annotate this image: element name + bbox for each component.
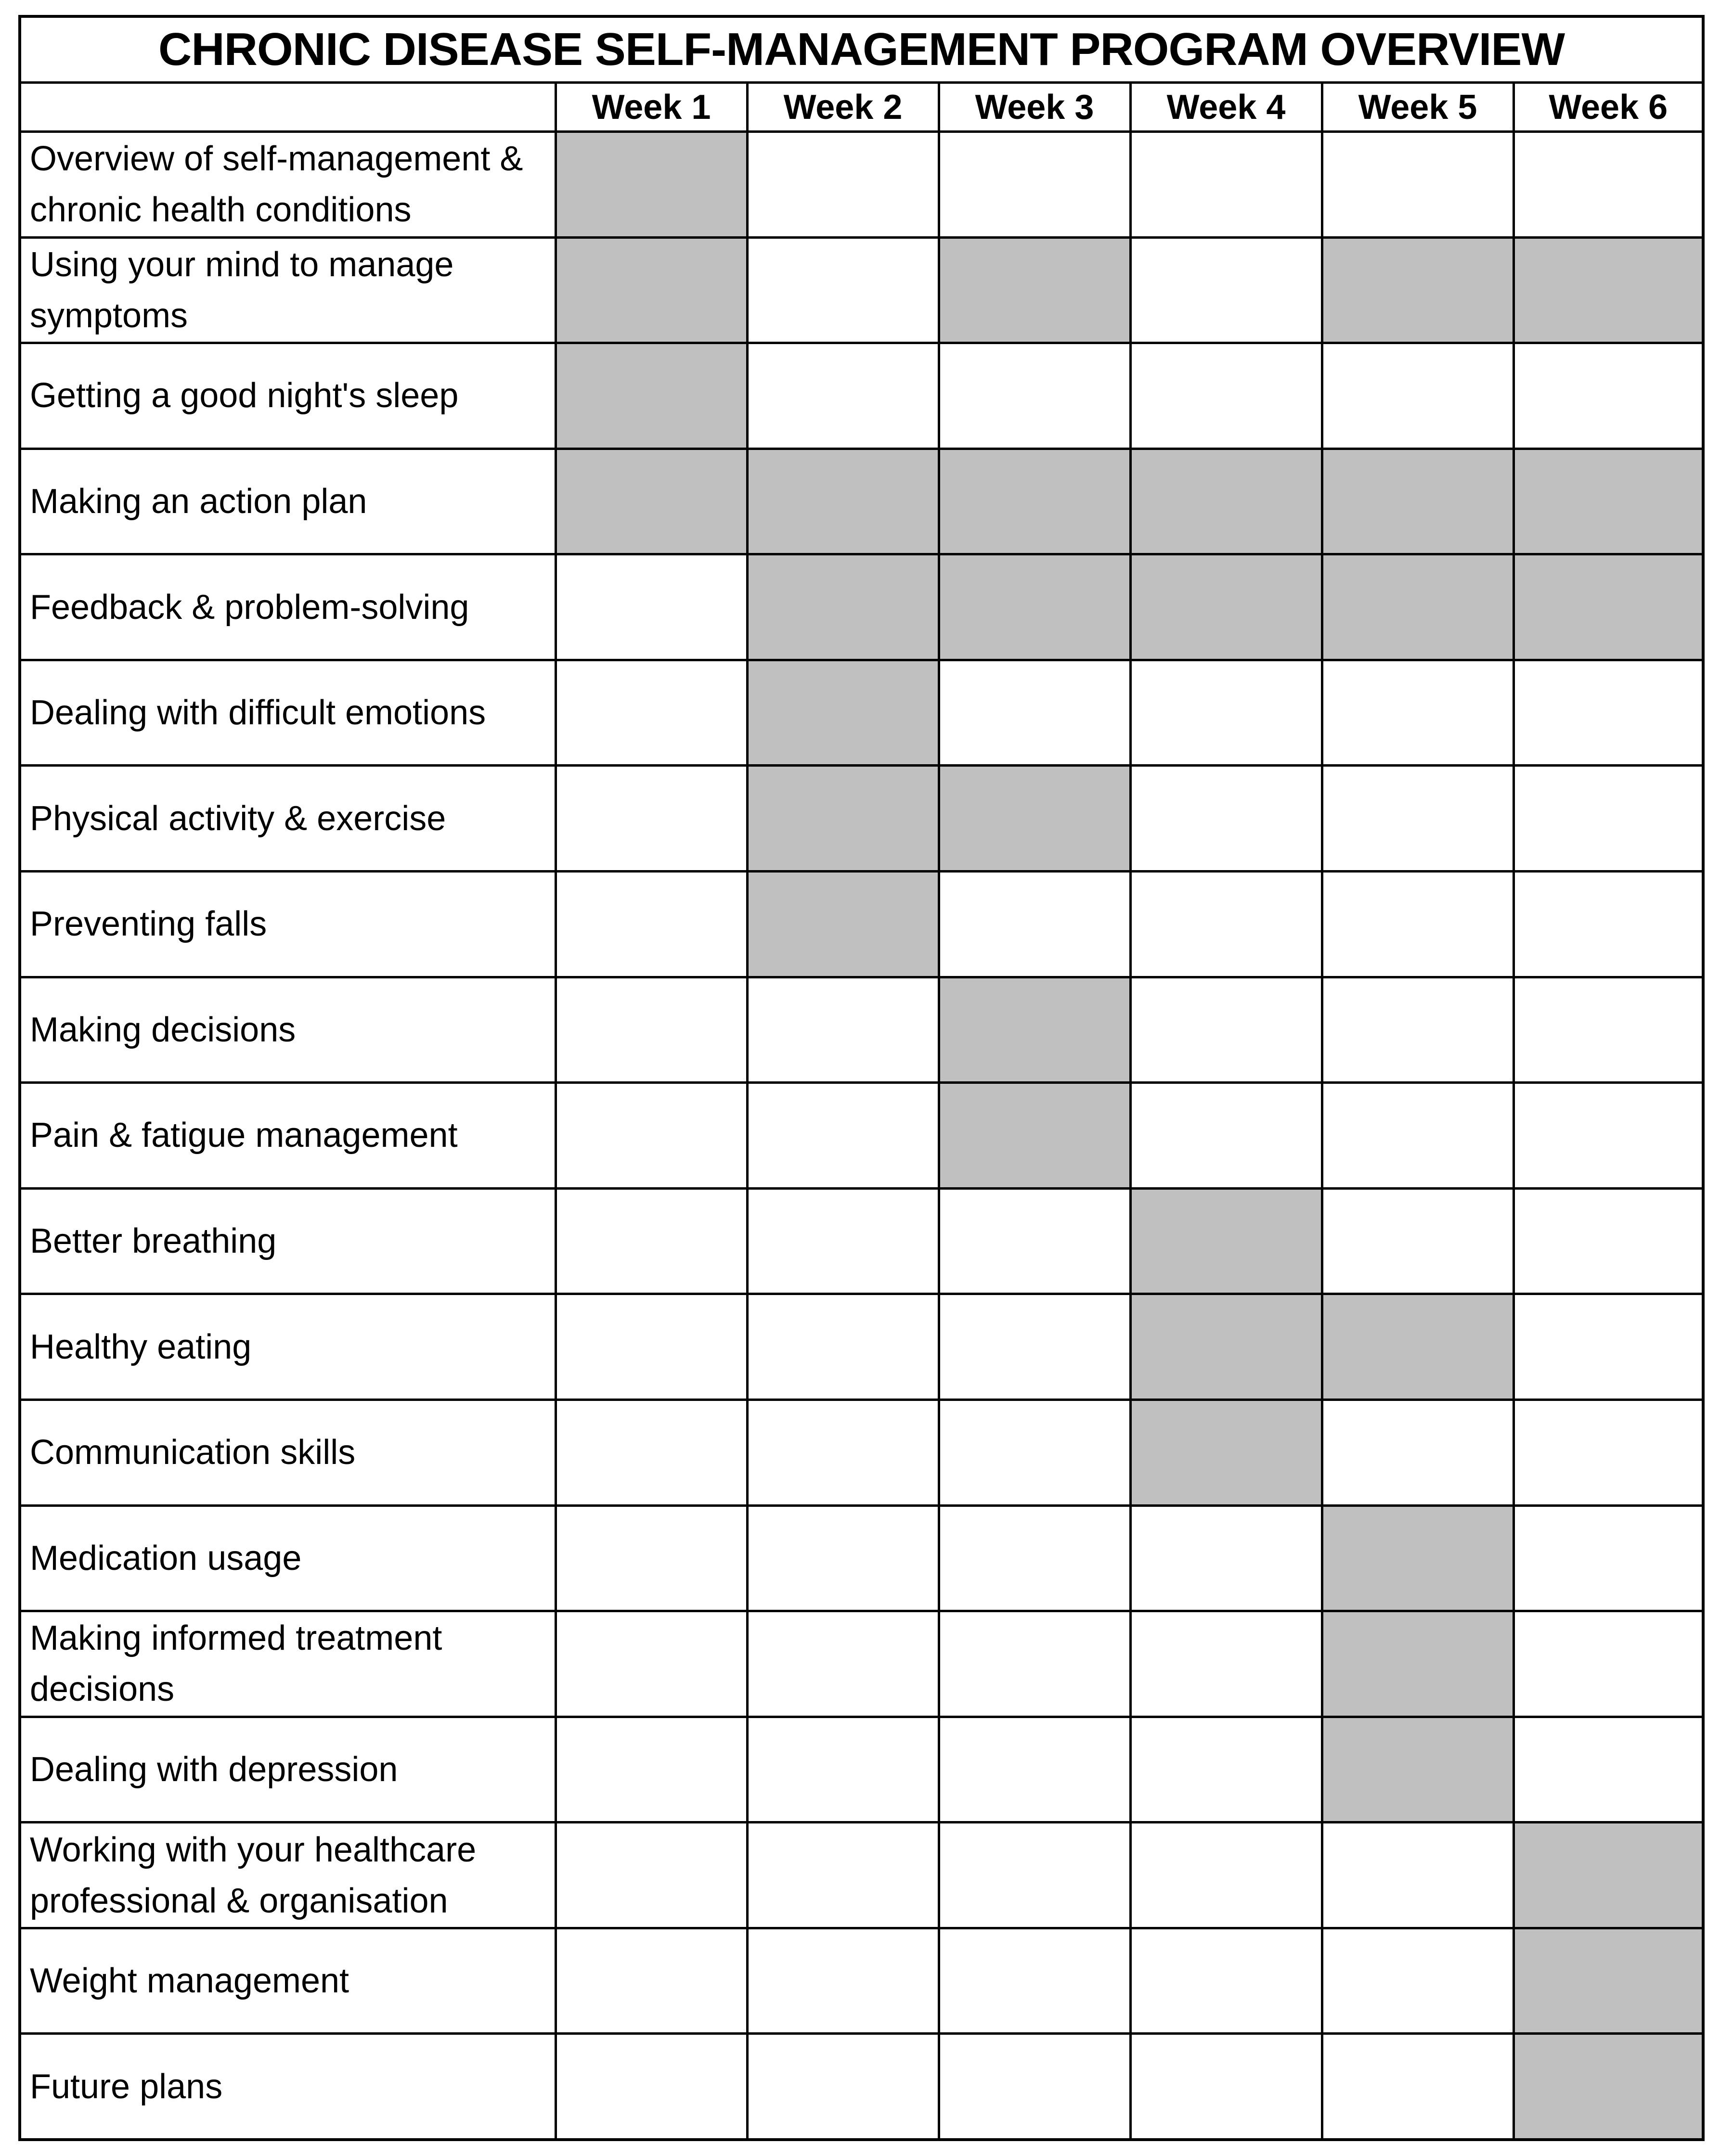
table-title: CHRONIC DISEASE SELF-MANAGEMENT PROGRAM OVERVIEW: [20, 16, 1703, 83]
week-cell-3-scheduled: [939, 237, 1130, 343]
week-cell-6-empty: [1513, 1611, 1703, 1717]
week-cell-4-empty: [1130, 766, 1322, 872]
table-row: [20, 1611, 1703, 1717]
week-cell-6-empty: [1513, 132, 1703, 238]
week-cell-5-empty: [1322, 766, 1513, 872]
topic-label: Making an action plan: [20, 449, 556, 554]
week-cell-5-scheduled: [1322, 237, 1513, 343]
week-cell-3-empty: [939, 2034, 1130, 2140]
week-cell-5-scheduled: [1322, 554, 1513, 660]
week-cell-5-scheduled: [1322, 449, 1513, 554]
topic-label: Healthy eating: [20, 1294, 556, 1400]
topic-label: Using your mind to manage symptoms: [20, 237, 556, 343]
week-cell-3-empty: [939, 1822, 1130, 1928]
week-cell-3-empty: [939, 1928, 1130, 2034]
week-cell-5-scheduled: [1322, 1717, 1513, 1822]
table-row: [20, 554, 1703, 660]
week-cell-2-scheduled: [747, 872, 939, 977]
topic-label: Communication skills: [20, 1399, 556, 1505]
week-cell-5-empty: [1322, 2034, 1513, 2140]
week-cell-2-empty: [747, 237, 939, 343]
week-header-6: Week 6: [1513, 83, 1703, 132]
topic-label: Working with your healthcare professional & organisation: [20, 1822, 556, 1928]
table-row: [20, 766, 1703, 872]
week-cell-4-empty: [1130, 660, 1322, 766]
week-cell-4-scheduled: [1130, 449, 1322, 554]
week-cell-3-scheduled: [939, 766, 1130, 872]
corner-cell: [20, 83, 556, 132]
week-cell-6-empty: [1513, 1505, 1703, 1611]
week-cell-1-scheduled: [556, 237, 747, 343]
week-cell-2-empty: [747, 1822, 939, 1928]
topic-label: Making informed treatment decisions: [20, 1611, 556, 1717]
week-cell-3-scheduled: [939, 449, 1130, 554]
week-cell-3-empty: [939, 132, 1130, 238]
week-cell-1-empty: [556, 1188, 747, 1294]
topic-label: Preventing falls: [20, 872, 556, 977]
table-row: [20, 1294, 1703, 1400]
table-row: [20, 1928, 1703, 2034]
week-cell-2-empty: [747, 977, 939, 1083]
week-cell-2-empty: [747, 1611, 939, 1717]
topic-label: Feedback & problem-solving: [20, 554, 556, 660]
week-cell-6-scheduled: [1513, 449, 1703, 554]
week-cell-4-empty: [1130, 1822, 1322, 1928]
table-row: [20, 1083, 1703, 1189]
week-cell-4-empty: [1130, 1083, 1322, 1189]
week-cell-2-empty: [747, 132, 939, 238]
week-cell-6-scheduled: [1513, 554, 1703, 660]
week-cell-4-empty: [1130, 977, 1322, 1083]
week-header-3: Week 3: [939, 83, 1130, 132]
week-cell-2-scheduled: [747, 449, 939, 554]
week-cell-1-empty: [556, 977, 747, 1083]
week-cell-2-empty: [747, 2034, 939, 2140]
week-cell-1-scheduled: [556, 449, 747, 554]
week-cell-6-empty: [1513, 766, 1703, 872]
week-cell-4-empty: [1130, 1505, 1322, 1611]
week-cell-5-scheduled: [1322, 1294, 1513, 1400]
week-cell-4-empty: [1130, 2034, 1322, 2140]
topic-label: Making decisions: [20, 977, 556, 1083]
topic-label: Pain & fatigue management: [20, 1083, 556, 1189]
week-header-2: Week 2: [747, 83, 939, 132]
week-cell-5-empty: [1322, 660, 1513, 766]
week-cell-2-scheduled: [747, 660, 939, 766]
week-cell-5-empty: [1322, 1822, 1513, 1928]
week-cell-1-empty: [556, 766, 747, 872]
week-cell-1-empty: [556, 1505, 747, 1611]
week-header-row: [20, 83, 1703, 132]
week-cell-4-empty: [1130, 1928, 1322, 2034]
week-cell-3-empty: [939, 1717, 1130, 1822]
week-cell-1-empty: [556, 660, 747, 766]
table-row: [20, 2034, 1703, 2140]
week-header-5: Week 5: [1322, 83, 1513, 132]
table-row: [20, 977, 1703, 1083]
week-cell-2-empty: [747, 1505, 939, 1611]
week-cell-6-empty: [1513, 1717, 1703, 1822]
week-cell-6-scheduled: [1513, 237, 1703, 343]
table-row: [20, 449, 1703, 554]
week-cell-2-empty: [747, 343, 939, 449]
week-cell-1-scheduled: [556, 132, 747, 238]
week-cell-4-scheduled: [1130, 1188, 1322, 1294]
week-cell-6-empty: [1513, 660, 1703, 766]
week-cell-5-empty: [1322, 1928, 1513, 2034]
week-cell-6-empty: [1513, 1294, 1703, 1400]
table-row: [20, 1717, 1703, 1822]
table-row: [20, 1822, 1703, 1928]
week-cell-4-empty: [1130, 1611, 1322, 1717]
topic-label: Weight management: [20, 1928, 556, 2034]
table-row: [20, 1399, 1703, 1505]
week-cell-6-empty: [1513, 343, 1703, 449]
week-cell-4-empty: [1130, 1717, 1322, 1822]
week-cell-2-empty: [747, 1083, 939, 1189]
week-cell-5-empty: [1322, 872, 1513, 977]
week-cell-2-empty: [747, 1928, 939, 2034]
week-cell-6-scheduled: [1513, 1928, 1703, 2034]
week-cell-6-scheduled: [1513, 1822, 1703, 1928]
week-cell-3-scheduled: [939, 977, 1130, 1083]
week-cell-3-empty: [939, 660, 1130, 766]
week-cell-3-empty: [939, 1294, 1130, 1400]
week-header-1: Week 1: [556, 83, 747, 132]
week-cell-1-scheduled: [556, 343, 747, 449]
week-cell-5-scheduled: [1322, 1505, 1513, 1611]
week-cell-5-empty: [1322, 977, 1513, 1083]
week-cell-1-empty: [556, 872, 747, 977]
week-cell-3-empty: [939, 1505, 1130, 1611]
table-row: [20, 343, 1703, 449]
week-cell-1-empty: [556, 2034, 747, 2140]
topic-label: Physical activity & exercise: [20, 766, 556, 872]
week-cell-5-empty: [1322, 1083, 1513, 1189]
week-cell-6-empty: [1513, 872, 1703, 977]
week-cell-6-scheduled: [1513, 2034, 1703, 2140]
table-row: [20, 1505, 1703, 1611]
topic-rows: [20, 132, 1703, 2140]
table-row: [20, 132, 1703, 238]
week-cell-1-empty: [556, 1717, 747, 1822]
week-cell-2-empty: [747, 1399, 939, 1505]
week-cell-1-empty: [556, 1083, 747, 1189]
topic-label: Dealing with depression: [20, 1717, 556, 1822]
week-cell-1-empty: [556, 1822, 747, 1928]
week-cell-2-scheduled: [747, 554, 939, 660]
week-cell-3-empty: [939, 1611, 1130, 1717]
week-cell-2-empty: [747, 1294, 939, 1400]
week-cell-4-empty: [1130, 132, 1322, 238]
week-cell-5-empty: [1322, 1399, 1513, 1505]
week-cell-5-empty: [1322, 343, 1513, 449]
topic-label: Overview of self-management & chronic health conditions: [20, 132, 556, 238]
week-cell-5-empty: [1322, 132, 1513, 238]
week-cell-4-scheduled: [1130, 1399, 1322, 1505]
week-cell-6-empty: [1513, 1083, 1703, 1189]
topic-label: Better breathing: [20, 1188, 556, 1294]
week-cell-1-empty: [556, 1928, 747, 2034]
week-cell-1-empty: [556, 1611, 747, 1717]
week-cell-3-empty: [939, 872, 1130, 977]
week-cell-2-empty: [747, 1188, 939, 1294]
week-header-4: Week 4: [1130, 83, 1322, 132]
week-cell-4-scheduled: [1130, 554, 1322, 660]
week-cell-1-empty: [556, 1294, 747, 1400]
topic-label: Future plans: [20, 2034, 556, 2140]
table-row: [20, 1188, 1703, 1294]
week-cell-6-empty: [1513, 1188, 1703, 1294]
topic-label: Dealing with difficult emotions: [20, 660, 556, 766]
topic-label: Getting a good night's sleep: [20, 343, 556, 449]
table-row: [20, 872, 1703, 977]
week-cell-5-empty: [1322, 1188, 1513, 1294]
week-cell-3-empty: [939, 1188, 1130, 1294]
week-cell-4-empty: [1130, 237, 1322, 343]
topic-label: Medication usage: [20, 1505, 556, 1611]
week-cell-5-scheduled: [1322, 1611, 1513, 1717]
table-row: [20, 237, 1703, 343]
week-cell-3-scheduled: [939, 1083, 1130, 1189]
week-cell-1-empty: [556, 554, 747, 660]
table-row: [20, 660, 1703, 766]
week-cell-4-scheduled: [1130, 1294, 1322, 1400]
week-cell-2-empty: [747, 1717, 939, 1822]
week-cell-2-scheduled: [747, 766, 939, 872]
week-cell-1-empty: [556, 1399, 747, 1505]
week-cell-4-empty: [1130, 872, 1322, 977]
week-cell-3-empty: [939, 343, 1130, 449]
week-cell-4-empty: [1130, 343, 1322, 449]
week-cell-6-empty: [1513, 977, 1703, 1083]
week-cell-6-empty: [1513, 1399, 1703, 1505]
program-overview-table: [18, 15, 1705, 2141]
week-cell-3-scheduled: [939, 554, 1130, 660]
week-cell-3-empty: [939, 1399, 1130, 1505]
